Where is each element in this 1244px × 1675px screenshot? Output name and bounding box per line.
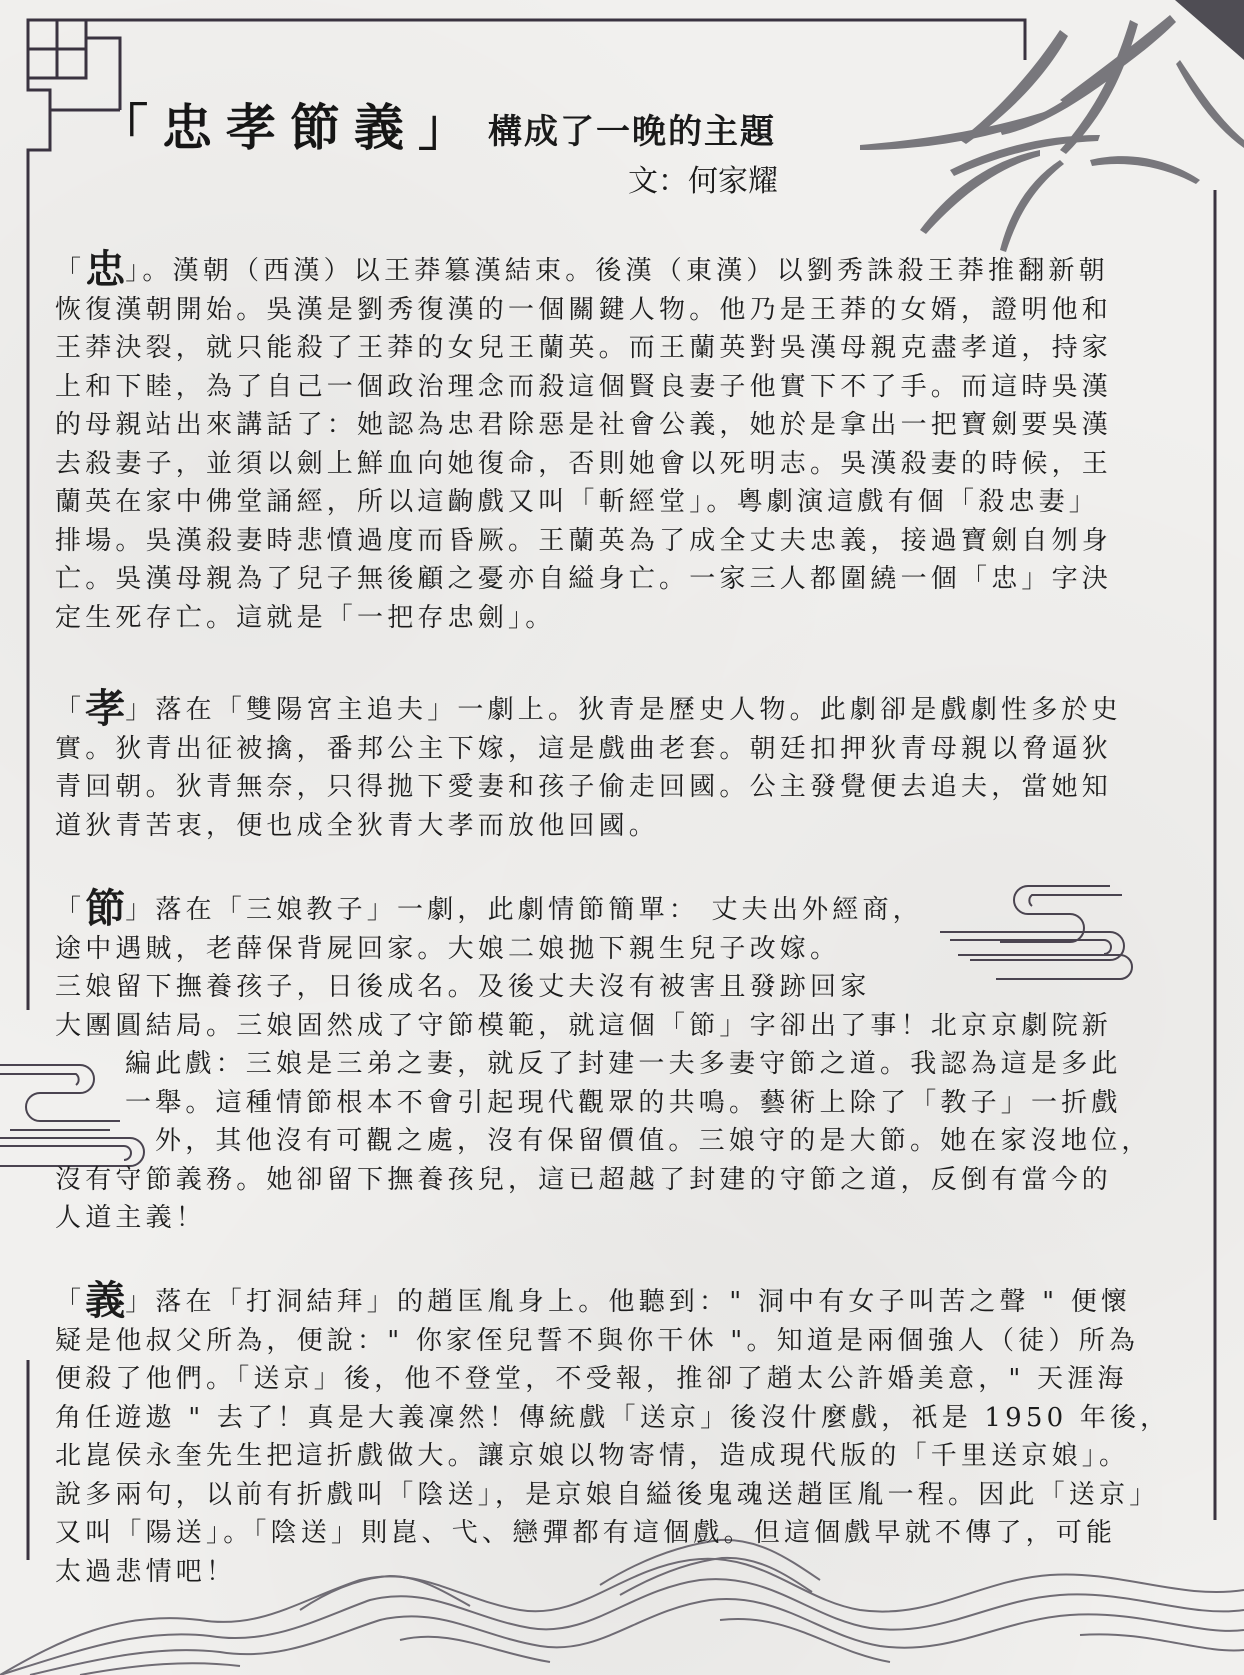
paragraph-line: 去殺妻子，並須以劍上鮮血向她復命，否則她會以死明志。吳漢殺妻的時候，王 (55, 448, 1113, 479)
article-title-sub: 構成了一晚的主題 (488, 112, 776, 152)
paragraph-line: 便殺了他們。「送京」後，他不登堂，不受報，推卻了趙太公許婚美意，" 天涯海 (55, 1364, 1128, 1394)
article-title-main: 「忠孝節義」 (98, 98, 482, 157)
paragraph-line: 青回朝。狄青無奈，只得拋下愛妻和孩子偷走回國。公主發覺便去追夫，當她知 (55, 772, 1113, 802)
paragraph-line: 途中遇賊，老薛保背屍回家。大娘二娘拋下親生兒子改嫁。 (55, 933, 841, 964)
paragraph-line: 排場。吳漢殺妻時悲憤過度而昏厥。王蘭英為了成全丈夫忠義，接過寶劍自刎身 (55, 525, 1113, 556)
paragraph-line: 亡。吳漢母親為了兒子無後顧之憂亦自縊身亡。一家三人都圍繞一個「忠」字決 (55, 564, 1113, 594)
paragraph-line: 定生死存亡。這就是「一把存忠劍」。 (55, 602, 556, 633)
paragraph-line: 道狄青苦衷，便也成全狄青大孝而放他回國。 (55, 810, 660, 841)
section-righteousness (55, 1277, 1171, 1591)
paragraph-line: 「節」落在「三娘教子」一劇，此劇情節簡單： 丈夫出外經商， (55, 885, 923, 932)
paragraph-line: 一舉。這種情節根本不會引起現代觀眾的共鳴。藝術上除了「教子」一折戲 (125, 1087, 1122, 1118)
key-character: 節 (85, 885, 126, 932)
paragraph-line: 太過悲情吧！ (55, 1556, 237, 1587)
section-filial (55, 685, 1122, 845)
section-chastity (55, 885, 1152, 1238)
key-character: 義 (85, 1277, 126, 1324)
paragraph-line: 的母親站出來講話了：她認為忠君除惡是社會公義，她於是拿出一把寶劍要吳漢 (55, 410, 1113, 440)
paragraph-line: 「孝」落在「雙陽宮主追夫」一劇上。狄青是歷史人物。此劇卻是戲劇性多於史 (55, 685, 1122, 732)
paragraph-line: 沒有守節義務。她卻留下撫養孩兒，這已超越了封建的守節之道，反倒有當今的 (55, 1164, 1113, 1195)
key-character: 忠 (85, 246, 126, 293)
paragraph-line: 人道主義！ (55, 1203, 207, 1233)
paragraph-line: 疑是他叔父所為，便說：" 你家侄兒誓不與你干休 "。知道是兩個強人（徒）所為 (55, 1325, 1140, 1356)
article-author: 文：何家耀 (628, 164, 778, 199)
paragraph-line: 又叫「陽送」。「陰送」則崑、弋、戀彈都有這個戲。但這個戲早就不傳了，可能 (55, 1518, 1117, 1548)
paragraph-line: 實。狄青出征被擒，番邦公主下嫁，這是戲曲老套。朝廷扣押狄青母親以脅逼狄 (55, 733, 1113, 764)
paragraph-line: 上和下睦，為了自己一個政治理念而殺這個賢良妻子他實下不了手。而這時吳漢 (55, 371, 1113, 402)
paragraph-line: 三娘留下撫養孩子，日後成名。及後丈夫沒有被害且發跡回家 (55, 972, 871, 1002)
paragraph-line: 恢復漢朝開始。吳漢是劉秀復漢的一個關鍵人物。他乃是王莽的女婿，證明他和 (55, 294, 1113, 325)
paragraph-line: 「忠」。漢朝（西漢）以王莽簒漢結束。後漢（東漢）以劉秀誅殺王莽推翻新朝 (55, 246, 1109, 293)
key-character: 孝 (85, 685, 126, 732)
section-loyalty (55, 246, 1113, 637)
paragraph-line: 王莽決裂，就只能殺了王莽的女兒王蘭英。而王蘭英對吳漢母親克盡孝道，持家 (55, 333, 1113, 363)
paragraph-line: 角任遊遨 " 去了！真是大義凜然！傳統戲「送京」後沒什麼戲，祇是 1950 年後， (55, 1402, 1171, 1433)
paragraph-line: 蘭英在家中佛堂誦經，所以這齣戲又叫「斬經堂」。粵劇演這戲有個「殺忠妻」 (55, 487, 1100, 517)
paragraph-line: 外，其他沒有可觀之處，沒有保留價值。三娘守的是大節。她在家沒地位， (155, 1126, 1152, 1156)
paragraph-line: 「義」落在「打洞結拜」的趙匡胤身上。他聽到：" 洞中有女子叫苦之聲 " 便懷 (55, 1277, 1132, 1324)
paragraph-line: 說多兩句，以前有折戲叫「陰送」，是京娘自縊後鬼魂送趙匡胤一程。因此「送京」 (55, 1479, 1160, 1510)
paragraph-line: 編此戲：三娘是三弟之妻，就反了封建一夫多妻守節之道。我認為這是多此 (125, 1049, 1122, 1079)
paragraph-line: 大團圓結局。三娘固然成了守節模範，就這個「節」字卻出了事！北京京劇院新 (55, 1010, 1113, 1041)
paragraph-line: 北崑侯永奎先生把這折戲做大。讓京娘以物寄情，造成現代版的「千里送京娘」。 (55, 1441, 1130, 1471)
